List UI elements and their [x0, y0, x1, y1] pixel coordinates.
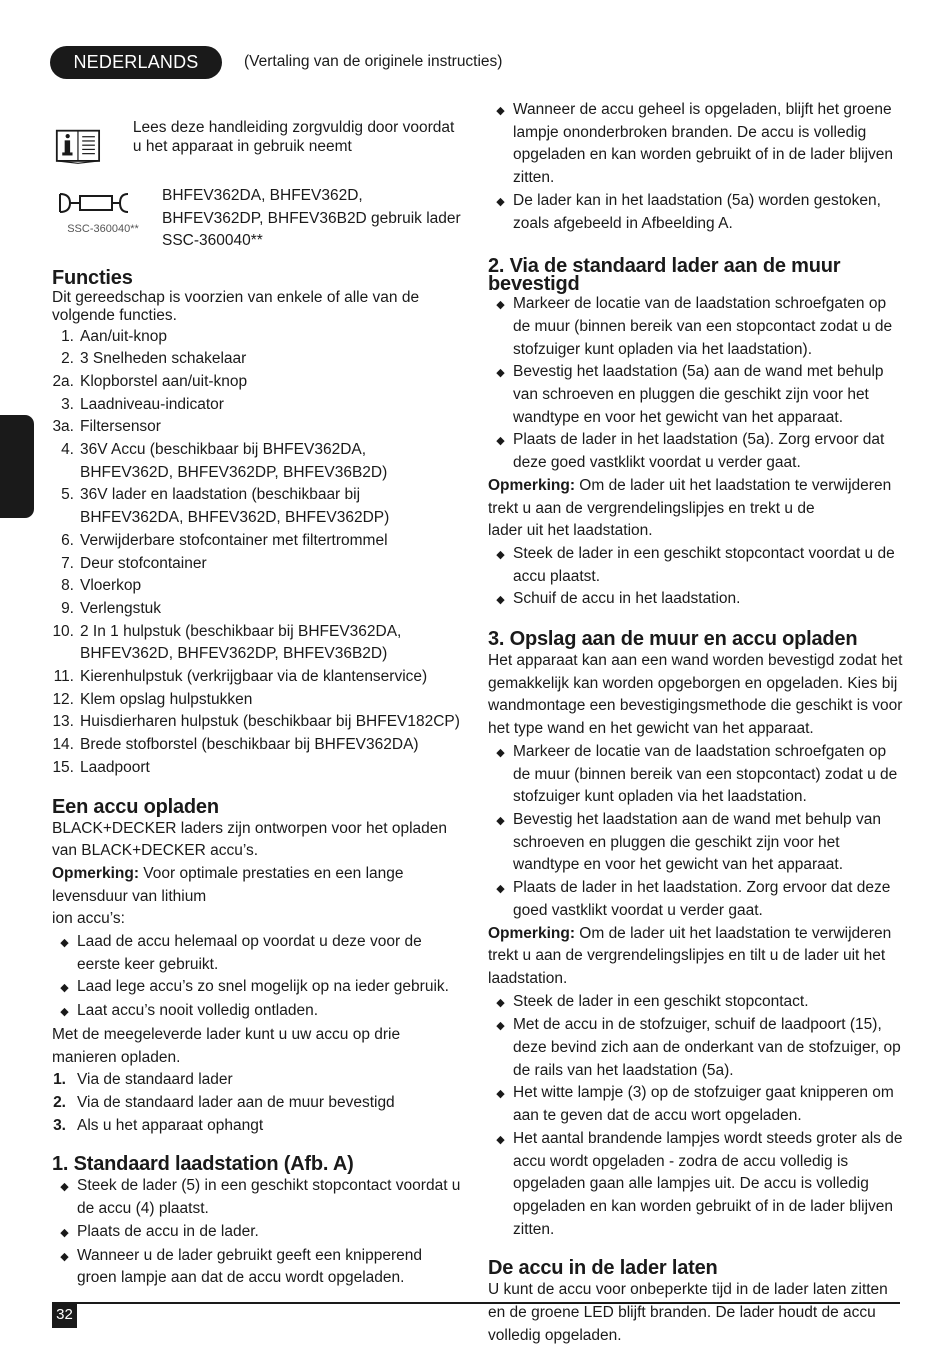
- bullet-text: Steek de lader in een geschikt stopcontact voordat u de accu plaatst.: [513, 544, 895, 585]
- footer-rule: [52, 1302, 900, 1304]
- list-item-number: 4.: [61, 441, 74, 459]
- list-item-number: 3.: [61, 395, 74, 413]
- charger-models-line: BHFEV362DP, BHFEV36B2D gebruik lader: [162, 209, 461, 227]
- bullet-item: [488, 991, 903, 1015]
- list-item-text: Aan/uit-knop: [80, 327, 168, 345]
- list-item: [52, 439, 462, 484]
- bullet-text: Steek de lader in een geschikt stopcontact.: [513, 992, 809, 1010]
- translation-subtitle: (Vertaling van de originele instructies): [244, 53, 503, 70]
- list-item: [52, 1115, 462, 1138]
- page-number: 32: [52, 1302, 77, 1328]
- note-text: Om de lader uit het laadstation te verwijderen trekt u aan de vergrendelingslipjes en tilt u de lader uit het laadstation.: [488, 924, 892, 987]
- charger-caption: SSC-360040**: [67, 223, 139, 235]
- laten-text: U kunt de accu voor onbeperkte tijd in de lader laten zitten en de groene LED blijft branden. De lader houdt de accu volledig opgeladen.: [488, 1281, 888, 1344]
- functies-intro: Dit gereedschap is voorzien van enkele of alle van de volgende functies.: [52, 288, 420, 324]
- list-item: [52, 484, 462, 529]
- list-item-number: 7.: [61, 554, 74, 572]
- list-item-text: Via de standaard lader: [77, 1071, 233, 1089]
- bullet-text: Laat accu’s nooit volledig ontladen.: [77, 1002, 318, 1020]
- bullet-item: [52, 931, 462, 976]
- list-item-number: 2.: [53, 1094, 66, 1111]
- diamond-bullet-icon: ◆: [496, 1020, 505, 1033]
- section-title-opslag: 3. Opslag aan de muur en accu opladen: [488, 628, 858, 651]
- opslag-bullets: [488, 741, 903, 923]
- list-item: [52, 689, 462, 712]
- diamond-bullet-icon: ◆: [60, 1181, 69, 1194]
- bullet-text: Plaats de lader in het laadstation. Zorg ervoor dat deze goed vastklikt voordat u verder gaat.: [513, 879, 891, 919]
- bullet-text: Wanneer u de lader gebruikt geeft een knipperend groen lampje aan dat de accu wordt opgeladen.: [77, 1246, 422, 1287]
- list-item-text: Filtersensor: [80, 418, 161, 436]
- note-label: Opmerking:: [488, 476, 575, 494]
- list-item: [52, 348, 462, 371]
- diamond-bullet-icon: ◆: [496, 996, 505, 1009]
- list-item-number: 11.: [53, 668, 74, 686]
- note-text: Voor optimale prestaties en een lange levensduur van lithium: [52, 864, 404, 905]
- standaard-bullets: [52, 1175, 462, 1290]
- diamond-bullet-icon: ◆: [60, 937, 69, 950]
- list-item: [52, 1092, 462, 1115]
- list-item-text: Klem opslag hulpstukken: [80, 690, 253, 708]
- bullet-text: Plaats de accu in de lader.: [77, 1222, 259, 1240]
- list-item-number: 1.: [53, 1071, 66, 1089]
- bullet-item: [52, 1000, 462, 1024]
- list-item: [52, 621, 462, 666]
- bullet-text: Bevestig het laadstation aan de wand met behulp van schroeven en pluggen die geschikt zijn voor het wandtype en voor het gewicht van het apparaat.: [513, 810, 881, 874]
- bullet-item: [488, 190, 903, 235]
- list-item: [52, 553, 462, 576]
- diamond-bullet-icon: ◆: [496, 195, 505, 208]
- list-item: [52, 757, 462, 780]
- bullet-item: [488, 877, 903, 922]
- list-item: [52, 416, 462, 439]
- bullet-item: [488, 361, 903, 429]
- bullet-item: [488, 543, 903, 588]
- bullet-text: Wanneer de accu geheel is opgeladen, blijft het groene lampje ononderbroken branden. De accu is volledig opgeladen en kan worden gebruikt of in de lader blijven zitten.: [513, 101, 894, 187]
- right-column: [488, 99, 903, 1347]
- accu-methods-intro: Met de meegeleverde lader kunt u uw accu op drie manieren opladen.: [52, 1025, 401, 1066]
- list-item-text: Laadpoort: [80, 758, 150, 776]
- read-manual-icon: [55, 118, 101, 176]
- bullet-text: Bevestig het laadstation (5a) aan de wand met behulp van schroeven en pluggen die geschikt zijn voor het wandtype en voor het gewicht van het apparaat.: [513, 363, 884, 426]
- list-item: [52, 326, 462, 349]
- diamond-bullet-icon: ◆: [60, 1006, 69, 1019]
- section-title-muur: 2. Via de standaard lader aan de muur bevestigd: [488, 255, 841, 296]
- list-item: [52, 734, 462, 757]
- opslag-intro: Het apparaat kan aan een wand worden bevestigd zodat het gemakkelijk kan worden opgeborgen en opgeladen. Kies bij wandmontage een bevestigingsmethode die geschikt is voor het type wand en het gewicht van het apparaat.: [488, 652, 903, 738]
- list-item-number: 12.: [52, 690, 74, 708]
- section-title-accu-opladen: Een accu opladen: [52, 795, 219, 818]
- note-text: Om de lader uit het laadstation te verwijderen trekt u aan de vergrendelingslipjes en trekt u de: [488, 476, 892, 517]
- bullet-item: [52, 1175, 462, 1220]
- list-item-text: 36V lader en laadstation (beschikbaar bij BHFEV362DA, BHFEV362D, BHFEV362DP): [80, 486, 390, 527]
- diamond-bullet-icon: ◆: [496, 746, 505, 759]
- note-label: Opmerking:: [488, 924, 575, 942]
- bullet-text: Met de accu in de stofzuiger, schuif de laadpoort (15), deze bevind zich aan de onderkant van de stofzuiger, op de rails van het laadstation (5a).: [513, 1016, 901, 1079]
- charger-notice: [52, 187, 462, 253]
- opslag-bullets-2: [488, 991, 903, 1242]
- bullet-item: [52, 1221, 462, 1245]
- list-item: [52, 711, 462, 734]
- diamond-bullet-icon: ◆: [496, 105, 505, 117]
- diamond-bullet-icon: ◆: [496, 883, 505, 896]
- charger-models-line: BHFEV362DA, BHFEV362D,: [162, 187, 363, 204]
- section-title-standaard: 1. Standaard laadstation (Afb. A): [52, 1153, 354, 1176]
- accu-intro: BLACK+DECKER laders zijn ontworpen voor het opladen van BLACK+DECKER accu’s.: [52, 819, 448, 860]
- list-item-number: 2a.: [52, 372, 74, 390]
- list-item-number: 3a.: [52, 418, 74, 436]
- list-item-text: Verlengstuk: [80, 599, 161, 617]
- list-item: [52, 598, 462, 621]
- list-item: [52, 1069, 462, 1092]
- bullet-item: [488, 809, 903, 877]
- list-item-number: 3.: [53, 1116, 66, 1134]
- list-item-text: Via de standaard lader aan de muur bevestigd: [77, 1094, 395, 1111]
- read-manual-text: Lees deze handleiding zorgvuldig door voordat u het apparaat in gebruik neemt: [132, 119, 455, 155]
- list-item-text: 36V Accu (beschikbaar bij BHFEV362DA, BHFEV362D, BHFEV362DP, BHFEV36B2D): [80, 441, 388, 481]
- left-column: [52, 118, 462, 1290]
- language-badge: NEDERLANDS: [50, 46, 222, 79]
- list-item-number: 6.: [61, 531, 74, 549]
- list-item-number: 5.: [61, 486, 74, 504]
- bullet-text: Schuif de accu in het laadstation.: [513, 590, 741, 608]
- bullet-text: Het witte lampje (3) op de stofzuiger gaat knipperen om aan te geven dat de accu wort opgeladen.: [513, 1084, 894, 1125]
- diamond-bullet-icon: ◆: [496, 1088, 505, 1101]
- list-item-number: 10.: [52, 622, 74, 640]
- list-item: [52, 530, 462, 553]
- section-title-functies: Functies: [52, 266, 133, 289]
- bullet-item: [488, 1014, 903, 1082]
- diamond-bullet-icon: ◆: [496, 299, 505, 312]
- opslag-note: [488, 923, 903, 991]
- diamond-bullet-icon: ◆: [496, 594, 505, 607]
- list-item-text: Laadniveau-indicator: [80, 395, 224, 413]
- list-item-text: 3 Snelheden schakelaar: [80, 350, 247, 368]
- charger-models-line: SSC-360040**: [162, 232, 263, 249]
- note-label: Opmerking:: [52, 864, 139, 882]
- charger-plug-icon: [58, 190, 130, 216]
- functies-list: [52, 326, 462, 780]
- bullet-item: [488, 1082, 903, 1127]
- bullet-item: [488, 588, 903, 612]
- diamond-bullet-icon: ◆: [496, 367, 505, 380]
- bullet-text: Laad lege accu’s zo snel mogelijk op na ieder gebruik.: [77, 978, 449, 996]
- list-item-number: 2.: [61, 350, 74, 368]
- list-item-number: 8.: [61, 577, 74, 595]
- bullet-text: Steek de lader (5) in een geschikt stopcontact voordat u de accu (4) plaatst.: [77, 1177, 461, 1218]
- bullet-item: [52, 976, 462, 1000]
- muur-bullets: [488, 293, 903, 475]
- bullet-text: Markeer de locatie van de laadstation schroefgaten op de muur (binnen bereik van een stopcontact zodat u de stofzuiger kunt opladen via het laadstation).: [513, 295, 893, 358]
- bullet-item: [488, 429, 903, 474]
- charging-methods-list: [52, 1069, 462, 1137]
- list-item-text: Deur stofcontainer: [80, 554, 207, 572]
- bullet-text: Het aantal brandende lampjes wordt steeds groter als de accu wordt opgeladen - zodra de accu volledig is opgeladen gaan alle lampjes uit. De accu is volledig opgeladen en kan worden gebruikt of in de lader blijven zitten.: [513, 1129, 903, 1238]
- bullet-item: [52, 1245, 462, 1290]
- muur-note: [488, 475, 903, 520]
- accu-note: [52, 863, 462, 908]
- list-item-text: Klopborstel aan/uit-knop: [80, 372, 248, 390]
- list-item: [52, 666, 462, 689]
- diamond-bullet-icon: ◆: [496, 435, 505, 448]
- list-item-text: Brede stofborstel (beschikbaar bij BHFEV362DA): [80, 736, 419, 754]
- bullet-item: [488, 293, 903, 361]
- bullet-text: De lader kan in het laadstation (5a) worden gestoken, zoals afgebeeld in Afbeelding A.: [513, 191, 881, 232]
- bullet-item: [488, 99, 903, 190]
- muur-bullets-2: [488, 543, 903, 612]
- standaard-bullets-cont: [488, 99, 903, 235]
- diamond-bullet-icon: ◆: [60, 1226, 69, 1239]
- diamond-bullet-icon: ◆: [496, 814, 505, 827]
- language-tab: [0, 415, 34, 518]
- bullet-text: Markeer de locatie van de laadstation schroefgaten op de muur (binnen bereik van een stopcontact) zodat u de stofzuiger kunt opladen via het laadstation.: [513, 742, 898, 806]
- bullet-item: [488, 741, 903, 809]
- list-item-number: 15.: [52, 758, 74, 776]
- list-item-text: Vloerkop: [80, 577, 142, 595]
- charger-models: [162, 185, 461, 253]
- diamond-bullet-icon: ◆: [496, 548, 505, 561]
- list-item-number: 13.: [52, 713, 74, 731]
- accu-bullets: [52, 931, 462, 1024]
- list-item: [52, 394, 462, 417]
- list-item-number: 9.: [61, 599, 74, 617]
- list-item-text: Huisdierharen hulpstuk (beschikbaar bij BHFEV182CP): [80, 713, 460, 731]
- diamond-bullet-icon: ◆: [496, 1133, 505, 1146]
- list-item-number: 1.: [61, 327, 74, 345]
- list-item: [52, 371, 462, 394]
- bullet-item: [488, 1128, 903, 1242]
- list-item-text: 2 In 1 hulpstuk (beschikbaar bij BHFEV362DA, BHFEV362D, BHFEV362DP, BHFEV36B2D): [80, 622, 402, 663]
- diamond-bullet-icon: ◆: [60, 982, 69, 995]
- diamond-bullet-icon: ◆: [60, 1250, 69, 1263]
- list-item: [52, 575, 462, 598]
- bullet-text: Laad de accu helemaal op voordat u deze voor de eerste keer gebruikt.: [77, 933, 422, 973]
- list-item-number: 14.: [52, 736, 74, 754]
- read-manual-notice: [52, 118, 462, 176]
- list-item-text: Kierenhulpstuk (verkrijgbaar via de klantenservice): [80, 668, 428, 686]
- list-item-text: Verwijderbare stofcontainer met filtertrommel: [80, 531, 388, 549]
- accu-note-cont: ion accu’s:: [52, 910, 125, 928]
- list-item-text: Als u het apparaat ophangt: [77, 1116, 264, 1134]
- muur-note-cont: lader uit het laadstation.: [488, 522, 653, 540]
- bullet-text: Plaats de lader in het laadstation (5a). Zorg ervoor dat deze goed vastklikt voordat u verder gaat.: [513, 431, 885, 472]
- section-title-laten: De accu in de lader laten: [488, 1257, 718, 1280]
